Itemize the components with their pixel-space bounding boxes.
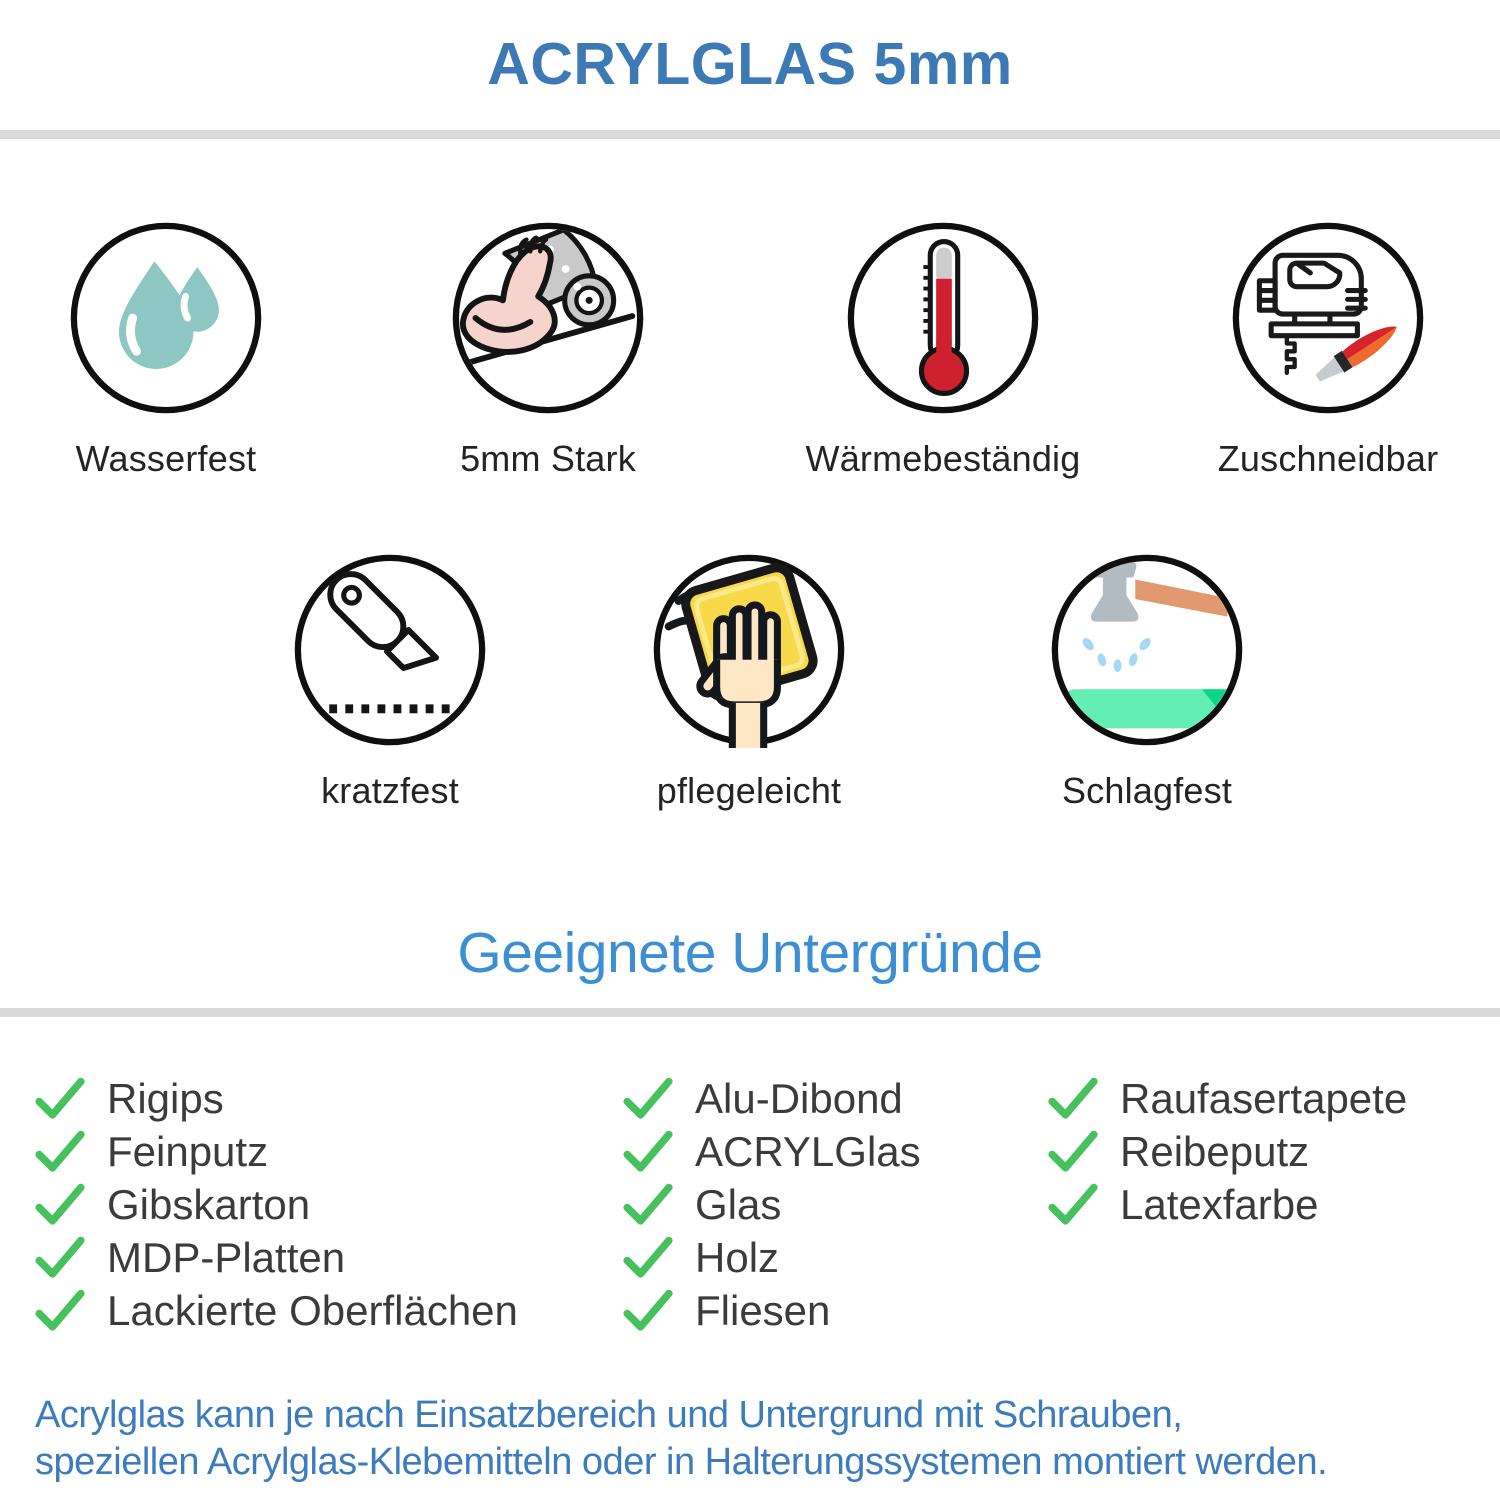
checkmark-icon bbox=[623, 1130, 673, 1174]
feature-label: Wärmebeständig bbox=[805, 438, 1081, 479]
substrate-column-1 bbox=[35, 1072, 518, 1337]
list-item bbox=[623, 1284, 921, 1337]
strong-arm-icon bbox=[450, 220, 646, 416]
list-item-label: Fliesen bbox=[695, 1286, 831, 1334]
list-item bbox=[35, 1231, 518, 1284]
checkmark-icon bbox=[623, 1183, 673, 1227]
list-item bbox=[1048, 1178, 1407, 1231]
feature-label: Wasserfest bbox=[75, 438, 257, 479]
list-item-label: Feinputz bbox=[107, 1127, 269, 1175]
list-item-label: Holz bbox=[695, 1233, 780, 1281]
feature-schlagfest bbox=[987, 552, 1307, 812]
list-item-label: Reibeputz bbox=[1120, 1127, 1310, 1175]
checkmark-icon bbox=[623, 1236, 673, 1280]
substrate-column-3 bbox=[1048, 1072, 1407, 1231]
list-item bbox=[623, 1178, 921, 1231]
checkmark-icon bbox=[35, 1130, 85, 1174]
feature-label: 5mm Stark bbox=[460, 438, 636, 479]
checkmark-icon bbox=[1048, 1183, 1098, 1227]
checkmark-icon bbox=[623, 1077, 673, 1121]
feature-label: pflegeleicht bbox=[656, 770, 842, 811]
utility-knife-icon bbox=[292, 552, 488, 748]
section-title: Geeignete Untergründe bbox=[457, 921, 1043, 985]
list-item-label: MDP-Platten bbox=[107, 1233, 346, 1281]
substrate-column-2 bbox=[623, 1072, 921, 1337]
list-item-label: Raufasertapete bbox=[1120, 1074, 1408, 1122]
water-drops-icon bbox=[68, 220, 264, 416]
checkmark-icon bbox=[35, 1077, 85, 1121]
list-item bbox=[1048, 1125, 1407, 1178]
mounting-note-line1: Acrylglas kann je nach Einsatzbereich und Untergrund mit Schrauben, bbox=[35, 1394, 1183, 1436]
list-item-label: Lackierte Oberflächen bbox=[107, 1286, 518, 1334]
checkmark-icon bbox=[1048, 1077, 1098, 1121]
feature-5mm-stark bbox=[388, 220, 708, 480]
list-item bbox=[623, 1072, 921, 1125]
mounting-note-line2: speziellen Acrylglas-Klebemitteln oder in Halterungssystemen montiert werden. bbox=[35, 1441, 1328, 1483]
checkmark-icon bbox=[35, 1236, 85, 1280]
divider-middle bbox=[0, 1008, 1500, 1017]
list-item-label: Latexfarbe bbox=[1120, 1180, 1319, 1228]
thermometer-icon bbox=[845, 220, 1041, 416]
list-item-label: Gibskarton bbox=[107, 1180, 311, 1228]
list-item bbox=[1048, 1072, 1407, 1125]
checkmark-icon bbox=[1048, 1130, 1098, 1174]
feature-label: Zuschneidbar bbox=[1217, 438, 1439, 479]
feature-label: Schlagfest bbox=[1061, 770, 1233, 811]
feature-kratzfest bbox=[230, 552, 550, 812]
jigsaw-icon bbox=[1230, 220, 1426, 416]
checkmark-icon bbox=[35, 1183, 85, 1227]
list-item-label: ACRYLGlas bbox=[695, 1127, 921, 1175]
feature-label: kratzfest bbox=[321, 770, 459, 811]
wiping-hand-icon bbox=[651, 552, 847, 748]
divider-top bbox=[0, 130, 1500, 139]
list-item bbox=[35, 1178, 518, 1231]
feature-wasserfest bbox=[6, 220, 326, 480]
list-item bbox=[35, 1072, 518, 1125]
feature-zuschneidbar bbox=[1168, 220, 1488, 480]
list-item-label: Rigips bbox=[107, 1074, 224, 1122]
mounting-note bbox=[35, 1392, 1495, 1486]
list-item-label: Alu-Dibond bbox=[695, 1074, 903, 1122]
feature-waermebestaendig bbox=[783, 220, 1103, 480]
list-item bbox=[35, 1125, 518, 1178]
feature-pflegeleicht bbox=[589, 552, 909, 812]
list-item bbox=[623, 1125, 921, 1178]
list-item-label: Glas bbox=[695, 1180, 782, 1228]
page-title: ACRYLGLAS 5mm bbox=[487, 31, 1013, 97]
checkmark-icon bbox=[623, 1289, 673, 1333]
hammer-icon bbox=[1049, 552, 1245, 748]
list-item bbox=[623, 1231, 921, 1284]
list-item bbox=[35, 1284, 518, 1337]
checkmark-icon bbox=[35, 1289, 85, 1333]
